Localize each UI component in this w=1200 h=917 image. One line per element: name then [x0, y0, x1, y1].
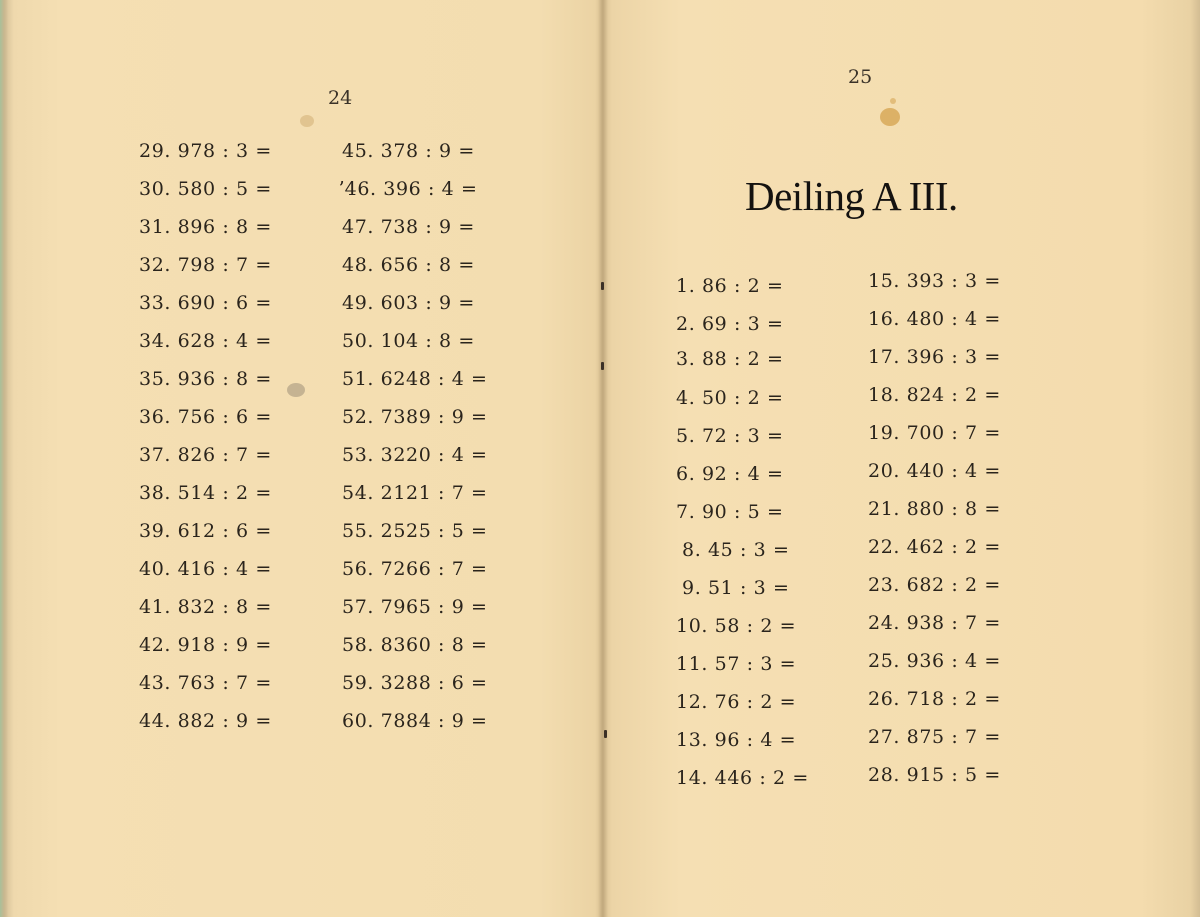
problem-item: 22. 462 : 2 = — [868, 536, 1001, 558]
problem-item: 23. 682 : 2 = — [868, 574, 1001, 596]
problem-item: 2. 69 : 3 = — [676, 313, 784, 335]
problem-item: 26. 718 : 2 = — [868, 688, 1001, 710]
problem-item: ʼ46. 396 : 4 = — [338, 178, 478, 200]
problem-item: 1. 86 : 2 = — [676, 275, 784, 297]
problem-item: 17. 396 : 3 = — [868, 346, 1001, 368]
problem-item: 3. 88 : 2 = — [676, 348, 784, 370]
problem-item: 32. 798 : 7 = — [139, 254, 272, 276]
problem-item: 34. 628 : 4 = — [139, 330, 272, 352]
problem-item: 47. 738 : 9 = — [342, 216, 475, 238]
problem-item: 5. 72 : 3 = — [676, 425, 784, 447]
problem-item: 4. 50 : 2 = — [676, 387, 784, 409]
problem-item: 55. 2525 : 5 = — [342, 520, 488, 542]
problem-item: 21. 880 : 8 = — [868, 498, 1001, 520]
problem-item: 42. 918 : 9 = — [139, 634, 272, 656]
problem-item: 27. 875 : 7 = — [868, 726, 1001, 748]
problem-item: 58. 8360 : 8 = — [342, 634, 488, 656]
problem-item: 14. 446 : 2 = — [676, 767, 809, 789]
binding-stitch — [604, 730, 607, 738]
problem-item: 19. 700 : 7 = — [868, 422, 1001, 444]
problem-item: 36. 756 : 6 = — [139, 406, 272, 428]
problem-item: 54. 2121 : 7 = — [342, 482, 488, 504]
problem-item: 43. 763 : 7 = — [139, 672, 272, 694]
problem-item: 53. 3220 : 4 = — [342, 444, 488, 466]
section-heading: Deiling A III. — [745, 173, 958, 219]
problem-item: 45. 378 : 9 = — [342, 140, 475, 162]
problem-item: 56. 7266 : 7 = — [342, 558, 488, 580]
problem-item: 9. 51 : 3 = — [682, 577, 790, 599]
problem-item: 49. 603 : 9 = — [342, 292, 475, 314]
problem-item: 59. 3288 : 6 = — [342, 672, 488, 694]
binding-stitch — [601, 282, 604, 290]
problem-item: 38. 514 : 2 = — [139, 482, 272, 504]
problem-item: 13. 96 : 4 = — [676, 729, 797, 751]
right-page-number: 25 — [848, 66, 873, 88]
paper-stain — [300, 115, 314, 127]
problem-item: 6. 92 : 4 = — [676, 463, 784, 485]
problem-item: 7. 90 : 5 = — [676, 501, 784, 523]
paper-stain — [287, 383, 305, 397]
problem-item: 37. 826 : 7 = — [139, 444, 272, 466]
problem-item: 31. 896 : 8 = — [139, 216, 272, 238]
problem-item: 18. 824 : 2 = — [868, 384, 1001, 406]
problem-item: 10. 58 : 2 = — [676, 615, 797, 637]
problem-item: 30. 580 : 5 = — [139, 178, 272, 200]
paper-stain — [880, 108, 900, 126]
problem-item: 40. 416 : 4 = — [139, 558, 272, 580]
problem-item: 29. 978 : 3 = — [139, 140, 272, 162]
problem-item: 8. 45 : 3 = — [682, 539, 790, 561]
binding-stitch — [601, 362, 604, 370]
problem-item: 28. 915 : 5 = — [868, 764, 1001, 786]
problem-item: 57. 7965 : 9 = — [342, 596, 488, 618]
problem-item: 48. 656 : 8 = — [342, 254, 475, 276]
problem-item: 16. 480 : 4 = — [868, 308, 1001, 330]
problem-item: 50. 104 : 8 = — [342, 330, 475, 352]
problem-item: 44. 882 : 9 = — [139, 710, 272, 732]
problem-item: 39. 612 : 6 = — [139, 520, 272, 542]
problem-item: 24. 938 : 7 = — [868, 612, 1001, 634]
paper-stain — [890, 98, 896, 104]
problem-item: 41. 832 : 8 = — [139, 596, 272, 618]
problem-item: 35. 936 : 8 = — [139, 368, 272, 390]
problem-item: 25. 936 : 4 = — [868, 650, 1001, 672]
right-page — [605, 0, 1200, 917]
problem-item: 20. 440 : 4 = — [868, 460, 1001, 482]
problem-item: 51. 6248 : 4 = — [342, 368, 488, 390]
problem-item: 33. 690 : 6 = — [139, 292, 272, 314]
problem-item: 60. 7884 : 9 = — [342, 710, 488, 732]
left-page-number: 24 — [328, 87, 353, 109]
problem-item: 15. 393 : 3 = — [868, 270, 1001, 292]
problem-item: 12. 76 : 2 = — [676, 691, 797, 713]
problem-item: 11. 57 : 3 = — [676, 653, 797, 675]
problem-item: 52. 7389 : 9 = — [342, 406, 488, 428]
